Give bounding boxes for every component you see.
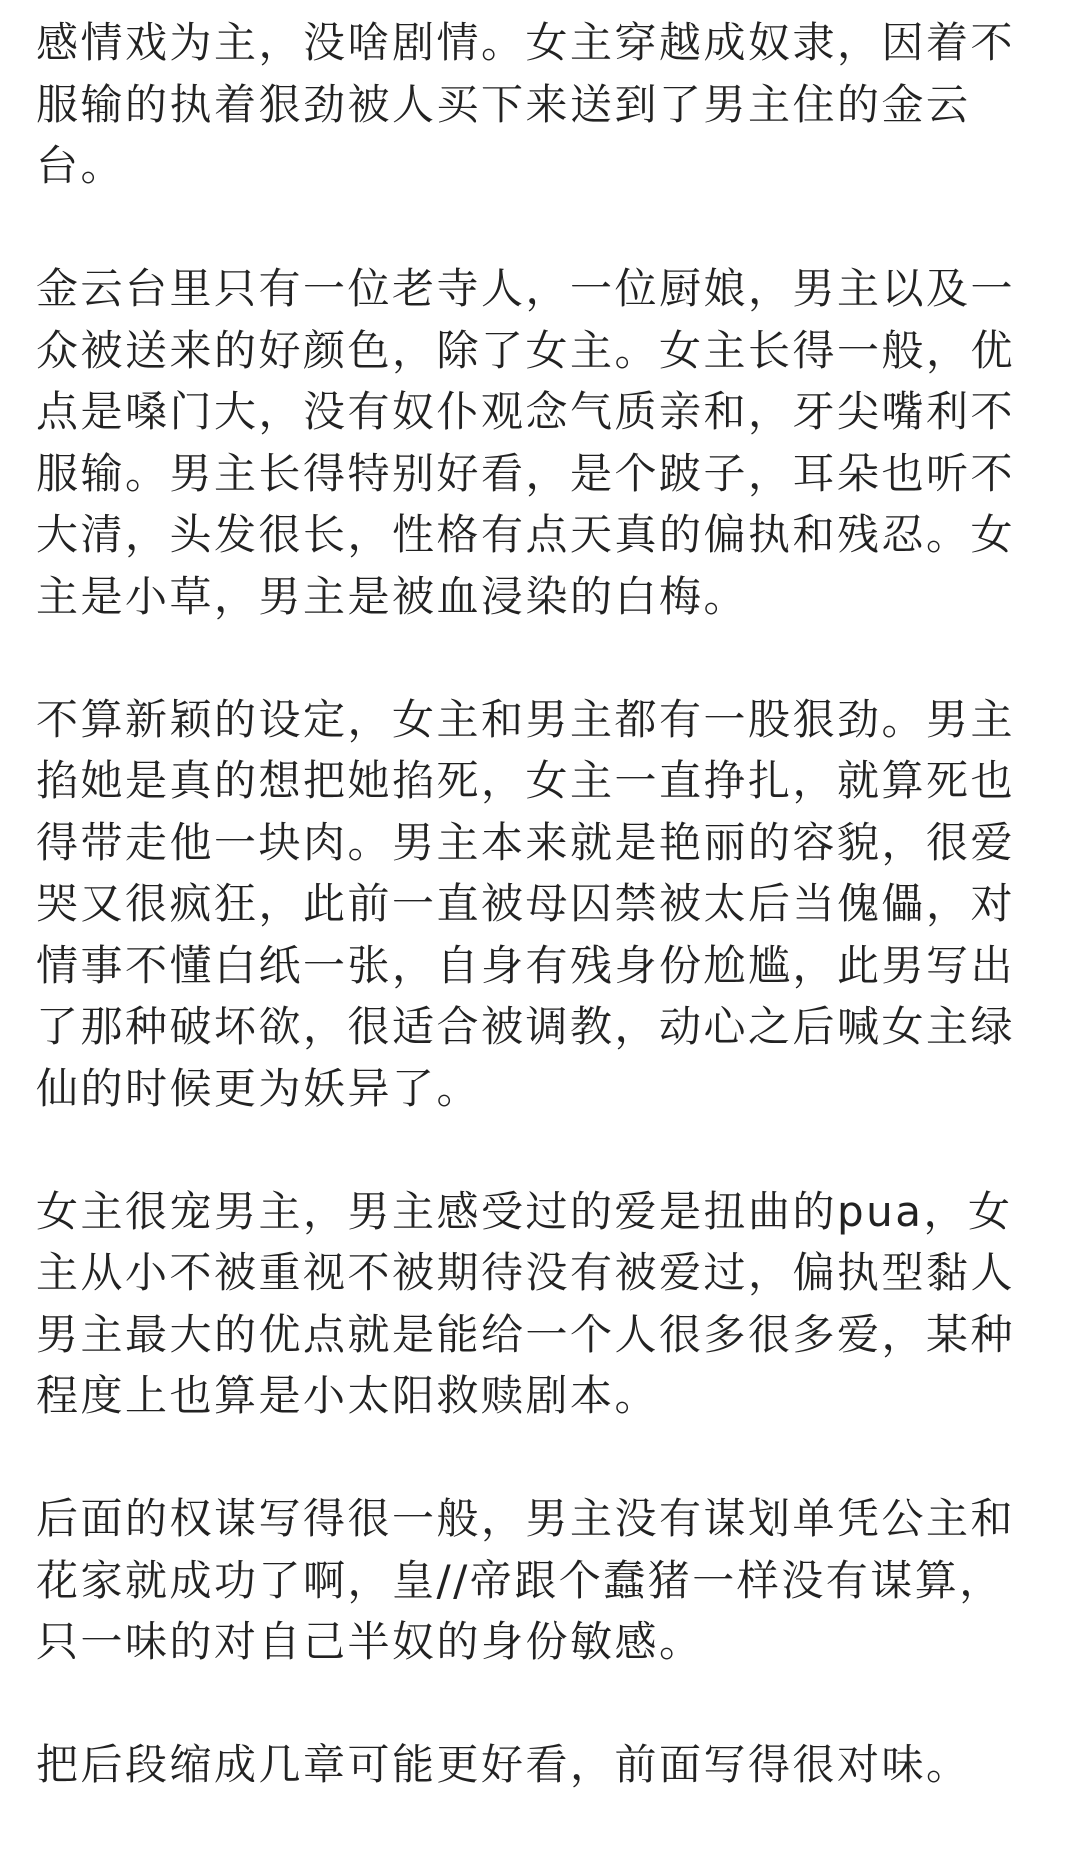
paragraph-4: 女主很宠男主，男主感受过的爱是扭曲的pua，女主从小不被重视不被期待没有被爱过，偏执型黏人男主最大的优点就是能给一个人很多很多爱，某种程度上也算是小太阳救赎剧本。 (36, 1186, 1016, 1420)
paragraph-6: 把后段缩成几章可能更好看，前面写得很对味。 (36, 1740, 971, 1789)
paragraph-1: 感情戏为主，没啥剧情。女主穿越成奴隶，因着不服输的执着狠劲被人买下来送到了男主住的金云台。 (36, 18, 1016, 190)
paragraph-3: 不算新颖的设定，女主和男主都有一股狠劲。男主掐她是真的想把她掐死，女主一直挣扎，就算死也得带走他一块肉。男主本来就是艳丽的容貌，很爱哭又很疯狂，此前一直被母囚禁被太后当傀儡，对情事不懂白纸一张，自身有残身份尬尴，此男写出了那种破坏欲，很适合被调教，动心之后喊女主绿仙的时候更为妖异了。 (36, 694, 1016, 1113)
paragraph-2: 金云台里只有一位老寺人，一位厨娘，男主以及一众被送来的好颜色，除了女主。女主长得一般，优点是嗓门大，没有奴仆观念气质亲和，牙尖嘴利不服输。男主长得特别好看，是个跛子，耳朵也听不大清，头发很长，性格有点天真的偏执和残忍。女主是小草，男主是被血浸染的白梅。 (36, 264, 1016, 621)
paragraph-5: 后面的权谋写得很一般，男主没有谋划单凭公主和花家就成功了啊，皇//帝跟个蠢猪一样没有谋算，只一味的对自己半奴的身份敏感。 (36, 1494, 1016, 1666)
